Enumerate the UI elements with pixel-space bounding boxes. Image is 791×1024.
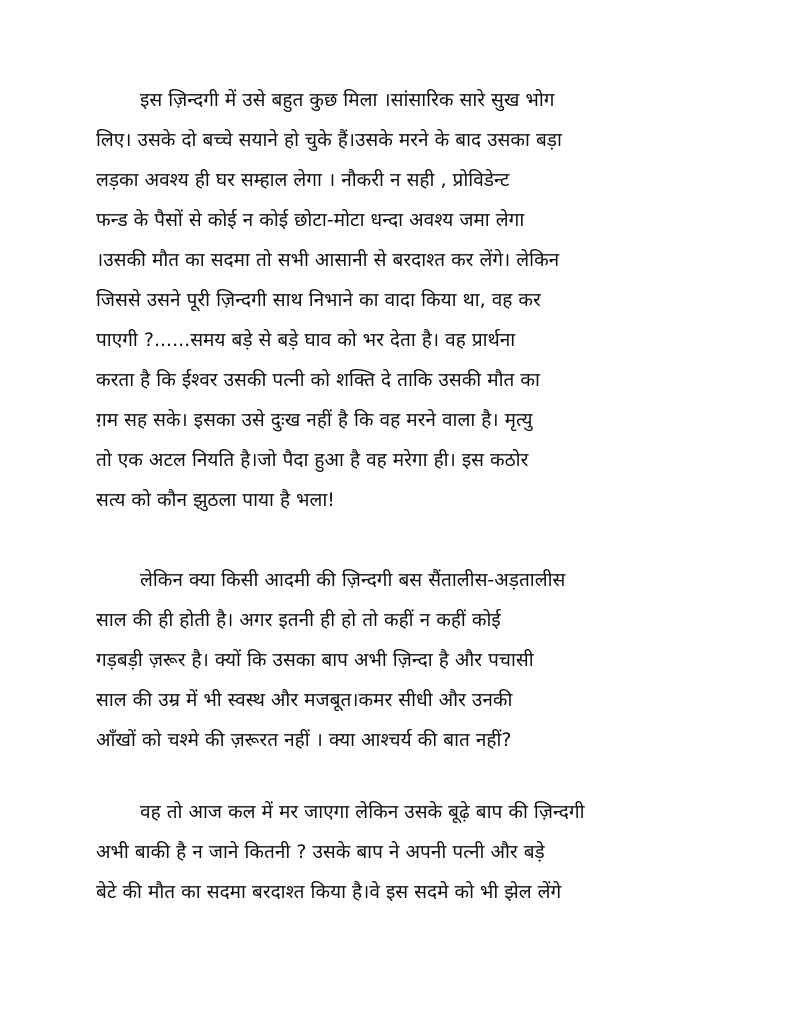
- text-line: लिए। उसके दो बच्चे सयाने हो चुके हैं।उसके मरने के बाद उसका बड़ा: [96, 129, 562, 151]
- text-line: फन्ड के पैसों से कोई न कोई छोटा-मोटा धन्दा अवश्य जमा लेगा: [96, 209, 525, 231]
- paragraph-3: [96, 792, 736, 912]
- text-line: लड़का अवश्य ही घर सम्हाल लेगा । नौकरी न सही , प्रोविडेन्ट: [96, 169, 510, 191]
- text-line: पाएगी ?......समय बड़े से बड़े घाव को भर देता है। वह प्रार्थना: [96, 329, 516, 351]
- text-line: लेकिन क्या किसी आदमी की ज़िन्दगी बस सैंतालीस-अड़तालीस: [140, 569, 566, 591]
- paragraph-2: [96, 560, 736, 760]
- paragraph-1: [96, 80, 736, 520]
- text-line: ।उसकी मौत का सदमा तो सभी आसानी से बरदाश्त कर लेंगे। लेकिन: [96, 249, 560, 271]
- text-line: गड़बड़ी ज़रूर है। क्यों कि उसका बाप अभी ज़िन्दा है और पचासी: [96, 649, 534, 671]
- text-line: ग़म सह सके। इसका उसे दुःख नहीं है कि वह मरने वाला है। मृत्यु: [96, 409, 533, 431]
- text-line: करता है कि ईश्वर उसकी पत्नी को शक्ति दे ताकि उसकी मौत का: [96, 369, 540, 391]
- text-line: अभी बाकी है न जाने कितनी ? उसके बाप ने अपनी पत्नी और बड़े: [96, 841, 545, 863]
- text-line: वह तो आज कल में मर जाएगा लेकिन उसके बूढ़े बाप की ज़िन्दगी: [140, 801, 585, 823]
- text-line: सत्य को कौन झुठला पाया है भला!: [96, 489, 335, 511]
- text-line: तो एक अटल नियति है।जो पैदा हुआ है वह मरेगा ही। इस कठोर: [96, 449, 529, 471]
- text-line: जिससे उसने पूरी ज़िन्दगी साथ निभाने का वादा किया था, वह कर: [96, 289, 541, 311]
- text-line: इस ज़िन्दगी में उसे बहुत कुछ मिला ।सांसारिक सारे सुख भोग: [140, 89, 555, 111]
- text-line: साल की उम्र में भी स्वस्थ और मजबूत।कमर सीधी और उनकी: [96, 689, 513, 711]
- text-line: आँखों को चश्मे की ज़रूरत नहीं । क्या आश्चर्य की बात नहीं?: [96, 729, 512, 751]
- text-line: साल की ही होती है। अगर इतनी ही हो तो कहीं न कहीं कोई: [96, 609, 501, 631]
- text-line: बेटे की मौत का सदमा बरदाश्त किया है।वे इस सदमे को भी झेल लेंगे: [96, 881, 562, 903]
